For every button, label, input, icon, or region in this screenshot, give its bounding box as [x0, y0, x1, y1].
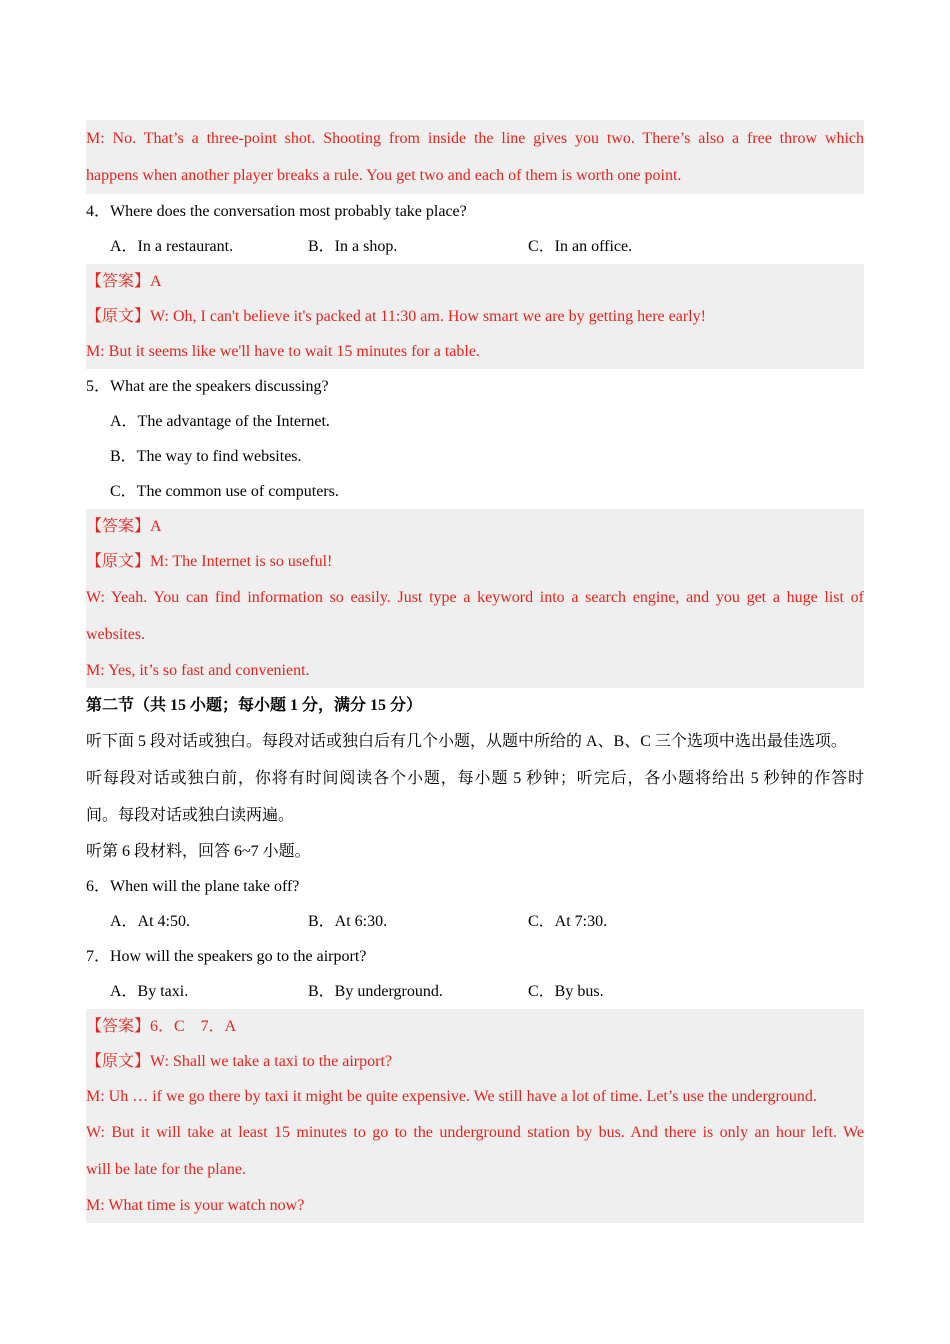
- option-b: B．In a shop.: [308, 238, 398, 255]
- transcript-block-q3: [86, 120, 864, 194]
- question-5: 5．What are the speakers discussing?: [86, 378, 329, 395]
- option-c: C．By bus.: [528, 983, 604, 1000]
- option-b: B．By underground.: [308, 983, 443, 1000]
- transcript-line: 【原文】W: Oh, I can't believe it's packed at 11:30 am. How smart we are by getting here early!: [86, 308, 706, 325]
- instruction-line: 间。每段对话或独白读两遍。: [86, 807, 295, 824]
- transcript-line: M: What time is your watch now?: [86, 1197, 305, 1214]
- option-c: C．In an office.: [528, 238, 633, 255]
- option-b: B．At 6:30.: [308, 913, 388, 930]
- transcript-line: M: Uh … if we go there by taxi it might be quite expensive. We still have a lot of time. Let’s use the underground.: [86, 1088, 817, 1105]
- transcript-line: W: But it will take at least 15 minutes to go to the underground station by bus. And there is only an hour left. We: [86, 1124, 864, 1141]
- answer-block-q5: [86, 509, 864, 688]
- transcript-line: W: Yeah. You can find information so easily. Just type a keyword into a search engine, and you get a huge list of: [86, 589, 864, 606]
- transcript-line: M: No. That’s a three-point shot. Shooting from inside the line gives you two. There’s also a free throw which: [86, 130, 864, 147]
- answer-line: 【答案】6．C 7．A: [86, 1018, 237, 1035]
- section-heading: 第二节（共 15 小题；每小题 1 分，满分 15 分）: [86, 697, 423, 714]
- question-7: 7．How will the speakers go to the airport?: [86, 948, 367, 965]
- question-4: 4．Where does the conversation most probably take place?: [86, 203, 467, 220]
- answer-block-q6-7: [86, 1009, 864, 1223]
- transcript-line: M: Yes, it’s so fast and convenient.: [86, 662, 310, 679]
- option-b: B．The way to find websites.: [110, 448, 302, 465]
- option-a: A．In a restaurant.: [110, 238, 234, 255]
- option-c: C．The common use of computers.: [110, 483, 339, 500]
- question-6: 6．When will the plane take off?: [86, 878, 300, 895]
- answer-block-q4: [86, 264, 864, 369]
- material-note: 听第 6 段材料，回答 6~7 小题。: [86, 843, 311, 860]
- transcript-line: happens when another player breaks a rule. You get two and each of them is worth one point.: [86, 167, 682, 184]
- transcript-line: 【原文】W: Shall we take a taxi to the airport?: [86, 1053, 392, 1070]
- transcript-line: 【原文】M: The Internet is so useful!: [86, 553, 333, 570]
- option-a: A．By taxi.: [110, 983, 189, 1000]
- answer-line: 【答案】A: [86, 273, 162, 290]
- instruction-line: 听下面 5 段对话或独白。每段对话或独白后有几个小题，从题中所给的 A、B、C 三个选项中选出最佳选项。: [86, 733, 847, 750]
- question-7-options: [86, 974, 864, 1009]
- transcript-line: websites.: [86, 626, 146, 643]
- question-6-options: [86, 904, 864, 939]
- option-c: C．At 7:30.: [528, 913, 608, 930]
- instruction-line: 听每段对话或独白前，你将有时间阅读各个小题，每小题 5 秒钟；听完后，各小题将给出 5 秒钟的作答时: [86, 770, 864, 787]
- transcript-line: will be late for the plane.: [86, 1161, 246, 1178]
- option-a: A．The advantage of the Internet.: [110, 413, 330, 430]
- page-content: [86, 120, 864, 1223]
- question-4-options: [86, 229, 864, 264]
- answer-line: 【答案】A: [86, 518, 162, 535]
- option-a: A．At 4:50.: [110, 913, 191, 930]
- transcript-line: M: But it seems like we'll have to wait 15 minutes for a table.: [86, 343, 480, 360]
